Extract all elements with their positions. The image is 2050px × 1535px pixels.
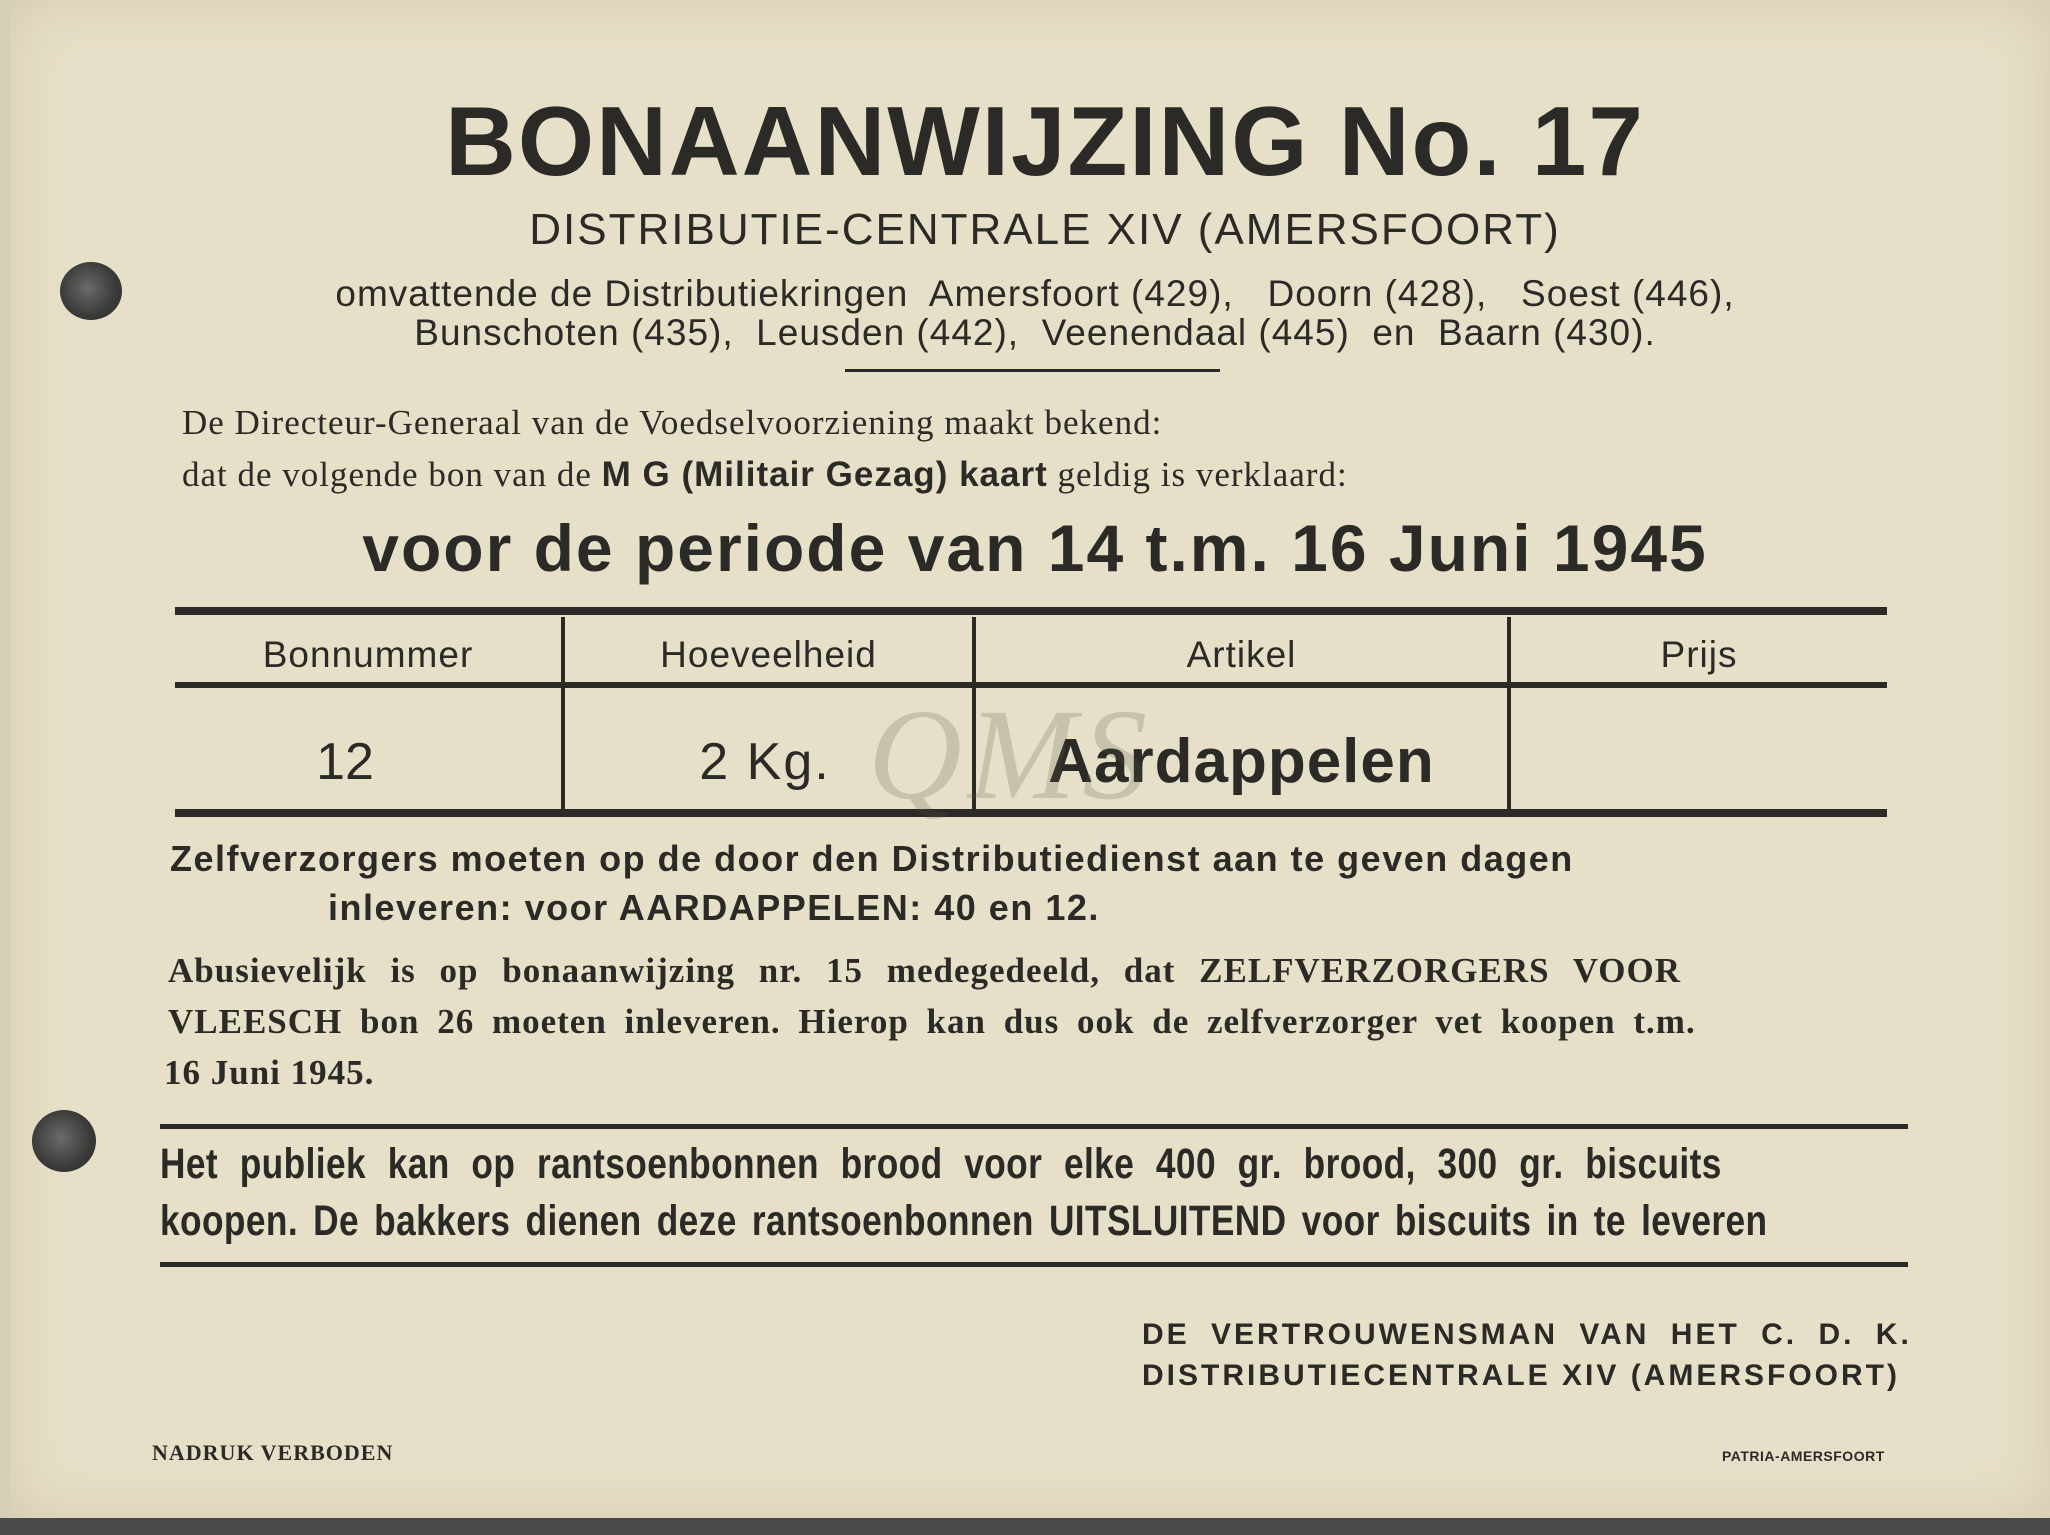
cell-bonnummer: 12 — [316, 733, 374, 791]
reprint-prohibited-note: NADRUK VERBODEN — [152, 1440, 394, 1465]
intro-line-2-pre: dat de volgende bon van de — [182, 455, 602, 494]
table-top-rule — [175, 607, 1887, 615]
correction-line-2: VLEESCH bon 26 moeten inleveren. Hierop kan dus ook de zelfverzorger vet koopen t.m. — [168, 1002, 1696, 1041]
cell-artikel: Aardappelen — [1048, 727, 1435, 796]
correction-line-1: Abusievelijk is op bonaanwijzing nr. 15 medegedeeld, dat ZELFVERZORGERS VOOR — [168, 951, 1682, 990]
zelfverzorgers-line-2: inleveren: voor AARDAPPELEN: 40 en 12. — [328, 887, 1100, 928]
notice-top-rule — [160, 1124, 1908, 1129]
region-line-1: omvattende de Distributiekringen Amersfoort (429), Doorn (428), Soest (446), — [335, 273, 1735, 314]
signature-line-1: DE VERTROUWENSMAN VAN HET C. D. K. — [1142, 1318, 1912, 1351]
intro-line-1: De Directeur-Generaal van de Voedselvoorziening maakt bekend: — [182, 403, 1163, 442]
bread-notice-line-2: koopen. De bakkers dienen deze rantsoenbonnen UITSLUITEND voor biscuits in te leveren — [160, 1197, 1768, 1245]
header-bonnummer: Bonnummer — [262, 634, 474, 675]
header-hoeveelheid: Hoeveelheid — [660, 634, 877, 675]
cell-hoeveelheid: 2 Kg. — [699, 733, 831, 791]
header-divider — [845, 369, 1220, 372]
cell-prijs — [1511, 707, 1887, 817]
bread-notice-line-1: Het publiek kan op rantsoenbonnen brood voor elke 400 gr. brood, 300 gr. biscuits — [160, 1140, 1722, 1188]
watermark: QMS — [868, 683, 1154, 827]
signature-line-2: DISTRIBUTIECENTRALE XIV (AMERSFOORT) — [1142, 1359, 1900, 1392]
document-subtitle: DISTRIBUTIE-CENTRALE XIV (AMERSFOORT) — [529, 205, 1561, 254]
table-surface-edge — [0, 1518, 2050, 1535]
region-line-2: Bunschoten (435), Leusden (442), Veenendaal (445) en Baarn (430). — [414, 312, 1656, 353]
header-artikel: Artikel — [1186, 634, 1297, 675]
correction-line-3: 16 Juni 1945. — [164, 1053, 375, 1092]
intro-line-2 — [182, 455, 1348, 495]
header-prijs: Prijs — [1660, 634, 1738, 675]
zelfverzorgers-line-1: Zelfverzorgers moeten op de door den Distributiedienst aan te geven dagen — [170, 838, 1574, 879]
punch-hole-bottom — [32, 1110, 96, 1172]
document-title: BONAANWIJZING No. 17 — [445, 86, 1645, 196]
validity-period: voor de periode van 14 t.m. 16 Juni 1945 — [362, 511, 1708, 585]
intro-line-2-post: geldig is verklaard: — [1047, 455, 1348, 494]
intro-mg-card: M G (Militair Gezag) kaart — [601, 455, 1048, 494]
notice-bottom-rule — [160, 1262, 1908, 1267]
printer-imprint: PATRIA-AMERSFOORT — [1722, 1448, 1885, 1464]
